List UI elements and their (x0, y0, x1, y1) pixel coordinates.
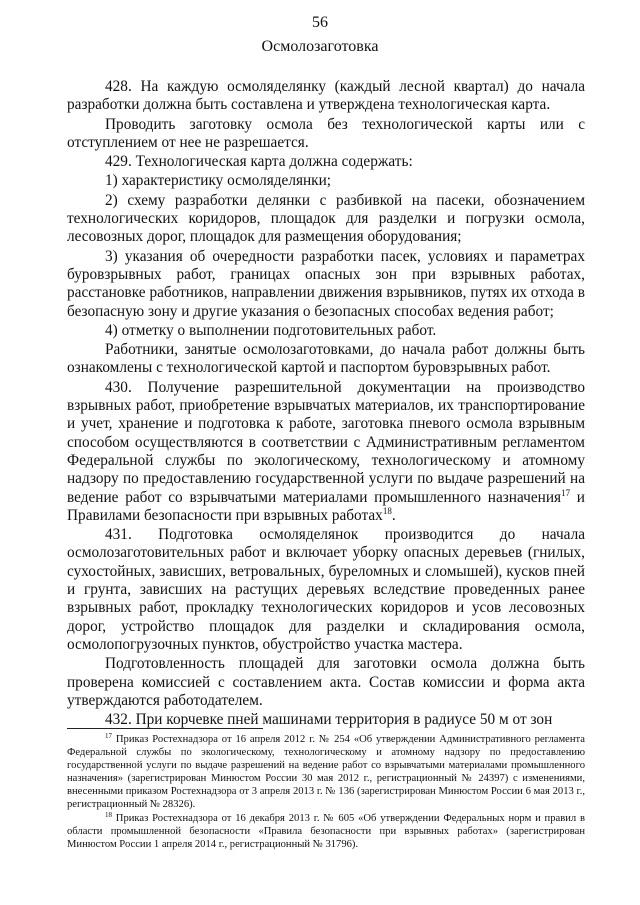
paragraph-430-text-3: . (391, 506, 396, 524)
footnote-mark-17: 17 (105, 732, 112, 740)
page-title: Осмолозаготовка (261, 38, 379, 55)
paragraph-429: 429. Технологическая карта должна содержать: (105, 153, 413, 171)
footnote-mark-18: 18 (105, 811, 112, 819)
list-item-1: 1) характеристику осмоляделянки; (105, 172, 332, 190)
footnote-17 (67, 733, 585, 811)
list-item-4: 4) отметку о выполнении подготовительных работ. (105, 321, 437, 339)
paragraph-430-text-2: и Правилами безопасности при взрывных работах (67, 488, 585, 524)
paragraph-428-note: Проводить заготовку осмола без технологической карты или с отступлением от нее не разрешается. (67, 115, 585, 151)
footnotes (67, 733, 585, 852)
footnote-divider (67, 728, 263, 729)
paragraph-430 (67, 379, 585, 525)
list-item-2: 2) схему разработки делянки с разбивкой на пасеки, обозначением технологических коридоров, площадок для разделки и погрузки осмола, лесовозных дорог, площадок для размещения оборудования; (67, 191, 585, 246)
document-body (67, 78, 585, 730)
paragraph-428: 428. На каждую осмоляделянку (каждый лесной квартал) до начала разработки должна быть составлена и утверждена технологическая карта. (67, 78, 585, 114)
paragraph-429-note: Работники, занятые осмолозаготовками, до начала работ должны быть ознакомлены с технологической картой и паспортом буровзрывных работ. (67, 341, 585, 377)
list-item-3: 3) указания об очередности разработки пасек, условиях и параметрах буровзрывных работ, границах опасных зон при взрывных работах, расстановке работников, направлении движения взрывников, путях их отхода в безопасную зону и другие указания о безопасных способах ведения работ; (67, 247, 585, 320)
page-number: 56 (312, 14, 328, 31)
footnote-17-text: Приказ Ростехнадзора от 16 апреля 2012 г. № 254 «Об утверждении Административного регламента Федеральной службы по экологическому, технологическому и атомному надзору по предоставлению государственной услуги по выдаче разрешений на ведение работ со взрывчатыми материалами промышленного назначения» (зарегистрирован Минюстом России 30 мая 2012 г., регистрационный № 24397) с изменениями, внесенными приказом Ростехнадзора от 3 апреля 2013 г. № 136 (зарегистрирован Минюстом России 6 мая 2013 г., регистрационный № 28326). (67, 734, 585, 810)
footnote-18 (67, 812, 585, 851)
paragraph-430-text-1: 430. Получение разрешительной документации на производство взрывных работ, приобретение взрывчатых материалов, их транспортирование и учет, хранение и подготовка к работе, заготовка пневого осмола взрывным способом осуществляются в соответствии с Административным регламентом Федеральной службы по экологическому, технологическому и атомному надзору по предоставлению государственной услуги по выдаче разрешений на ведение работ со взрывчатыми материалами промышленного назначения (67, 378, 585, 506)
footnote-18-text: Приказ Ростехнадзора от 16 декабря 2013 г. № 605 «Об утверждении Федеральных норм и правил в области промышленной безопасности «Правила безопасности при взрывных работах» (зарегистрирован Минюстом России 1 апреля 2014 г., регистрационный № 31796). (67, 813, 585, 850)
paragraph-431: 431. Подготовка осмоляделянок производится до начала осмолозаготовительных работ и включает уборку опасных деревьев (гнилых, сухостойных, зависших, ветровальных, буреломных и сломышей), кусков пней и грунта, зависших на растущих деревьях вследствие проведенных ранее взрывных работ, прокладку технологических коридоров и усов лесовозных дорог, устройство площадок для разделки и складирования осмола, осмолопогрузочных пунктов, обустройство участка мастера. (67, 526, 585, 653)
footnote-ref-17[interactable]: 17 (561, 487, 571, 498)
paragraph-432: 432. При корчевке пней машинами территория в радиусе 50 м от зон (105, 711, 553, 729)
paragraph-431-note: Подготовленность площадей для заготовки осмола должна быть проверена комиссией с составлением акта. Состав комиссии и форма акта утверждаются работодателем. (67, 655, 585, 709)
footnote-ref-18[interactable]: 18 (382, 505, 392, 516)
